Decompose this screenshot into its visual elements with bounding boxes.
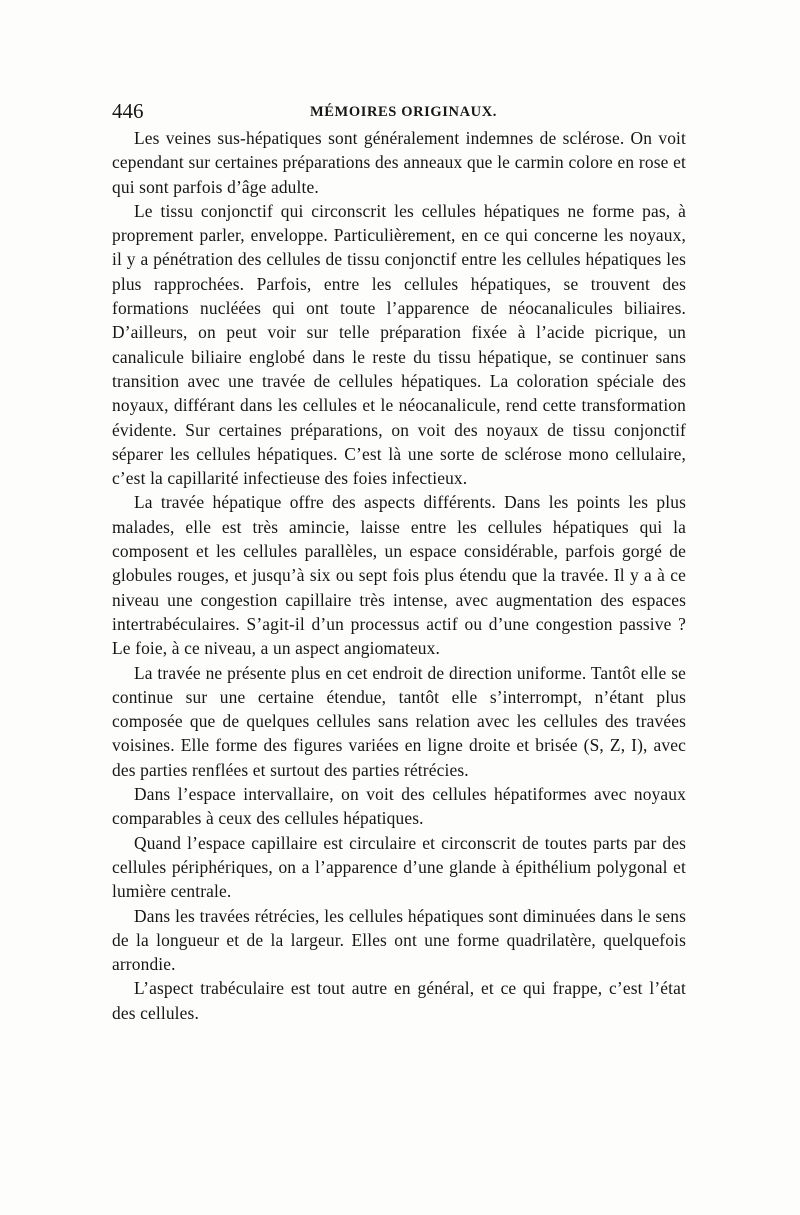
paragraph: Le tissu conjonctif qui circonscrit les cellules hépatiques ne forme pas, à proprement parler, enveloppe. Particulièrement, en ce qui concerne les noyaux, il y a pénétration des cellules de tissu conjonctif entre les cellules hépatiques les plus rapprochées. Parfois, entre les cellules hépatiques, se trouvent des formations nucléées qui ont toute l’apparence de néocanalicules biliaires. D’ailleurs, on peut voir sur telle préparation fixée à l’acide picrique, un canalicule biliaire englobé dans le reste du tissu hépatique, se continuer sans transition avec une travée de cellules hépatiques. La coloration spéciale des noyaux, différant dans les cellules et le néocanalicule, rend cette transformation évidente. Sur certaines préparations, on voit des noyaux de tissu conjonctif séparer les cellules hépatiques. C’est là une sorte de sclérose mono cellulaire, c’est la capillarité infectieuse des foies infectieux. <box>112 200 686 489</box>
paragraph: L’aspect trabéculaire est tout autre en général, et ce qui frappe, c’est l’état des cellules. <box>112 978 686 1023</box>
paragraph: Quand l’espace capillaire est circulaire et circonscrit de toutes parts par des cellules périphériques, on a l’apparence d’une glande à épithélium polygonal et lumière centrale. <box>112 832 686 902</box>
paragraph: Dans l’espace intervallaire, on voit des cellules hépatiformes avec noyaux comparables à ceux des cellules hépatiques. <box>112 784 686 829</box>
paragraph: La travée hépatique offre des aspects différents. Dans les points les plus malades, elle est très amincie, laisse entre les cellules hépatiques qui la composent et les cellules parallèles, un espace considérable, parfois gorgé de globules rouges, et jusqu’à six ou sept fois plus étendu que la travée. Il y a à ce niveau une congestion capillaire très intense, avec augmentation des espaces intertrabéculaires. S’agit-il d’un processus actif ou d’une congestion passive ? Le foie, à ce niveau, a un aspect angiomateux. <box>112 492 686 659</box>
paragraph: La travée ne présente plus en cet endroit de direction uniforme. Tantôt elle se continue sur une certaine étendue, tantôt elle s’interrompt, n’étant plus composée que de quelques cellules sans relation avec les cellules des travées voisines. Elle forme des figures variées en ligne droite et brisée (S, Z, I), avec des parties renflées et surtout des parties rétrécies. <box>112 662 686 780</box>
body-text <box>112 126 686 1025</box>
running-title: MÉMOIRES ORIGINAUX. <box>310 104 498 120</box>
paragraph: Dans les travées rétrécies, les cellules hépatiques sont diminuées dans le sens de la longueur et de la largeur. Elles ont une forme quadrilatère, quelquefois arrondie. <box>112 905 686 975</box>
paragraph: Les veines sus-hépatiques sont généralement indemnes de sclérose. On voit cependant sur certaines préparations des anneaux que le carmin colore en rose et qui sont parfois d’âge adulte. <box>112 128 686 197</box>
book-page <box>112 96 686 1025</box>
running-head <box>112 96 686 126</box>
page-number: 446 <box>112 99 144 123</box>
